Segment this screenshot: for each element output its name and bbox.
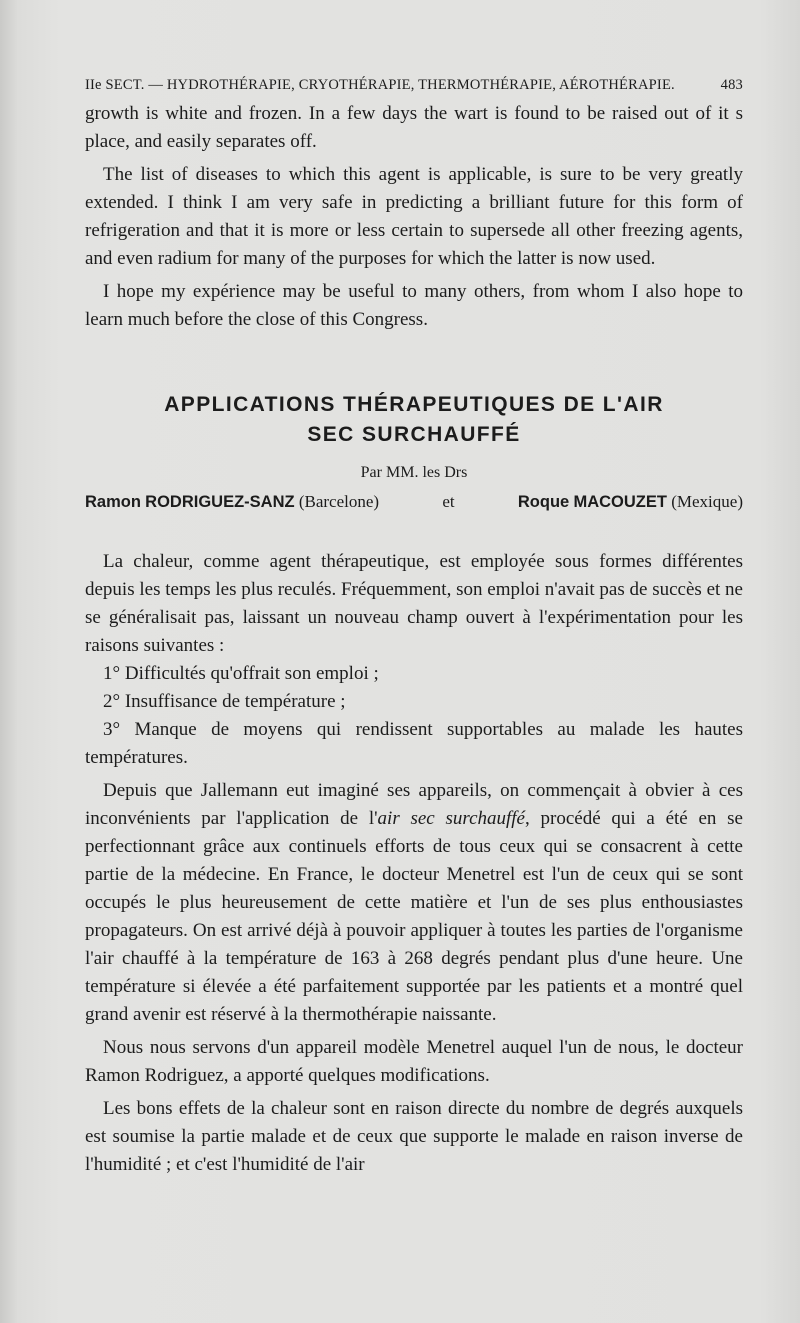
paragraph-text: Depuis que Jallemann eut imaginé ses appareils, on commençait à obvier à ces inconvénients par l'application de l' bbox=[85, 780, 743, 829]
text-column bbox=[85, 70, 743, 1179]
author-2 bbox=[518, 490, 743, 514]
list-item: 3° Manque de moyens qui rendissent supportables au malade les hautes températures. bbox=[85, 719, 743, 768]
authors-line bbox=[85, 490, 743, 514]
article-title-line1: APPLICATIONS THÉRAPEUTIQUES DE L'AIR bbox=[164, 393, 664, 416]
paragraph: The list of diseases to which this agent is applicable, is sure to be very greatly extended. I think I am very safe in predicting a brilliant future for this form of refrigeration and that it is more or less certain to supersede all other freezing agents, and even radium for many of the purposes for which the latter is now used. bbox=[85, 164, 743, 269]
page-number: 483 bbox=[720, 77, 743, 93]
list-item: 1° Difficultés qu'offrait son emploi ; bbox=[103, 663, 379, 684]
paragraph: Les bons effets de la chaleur sont en raison directe du nombre de degrés auxquels est soumise la partie malade et de ceux que supporte le malade en raison inverse de l'humidité ; et c'est l'humidité de l'air bbox=[85, 1098, 743, 1175]
italic-term: air sec surchauffé bbox=[377, 808, 525, 829]
author-1-surname: RODRIGUEZ-SANZ bbox=[145, 493, 295, 511]
reasons-list bbox=[85, 660, 743, 772]
author-2-surname: MACOUZET bbox=[573, 493, 667, 511]
list-item: 2° Insuffisance de température ; bbox=[103, 691, 346, 712]
byline: Par MM. les Drs bbox=[360, 464, 468, 481]
article-body bbox=[85, 548, 743, 1179]
author-2-place: (Mexique) bbox=[671, 492, 743, 511]
running-header bbox=[85, 70, 743, 100]
author-2-first-name: Roque bbox=[517, 493, 570, 511]
article-title-line2: SEC SURCHAUFFÉ bbox=[307, 423, 521, 446]
paragraph: growth is white and frozen. In a few days the wart is found to be raised out of it s place, and easily separates off. bbox=[85, 103, 743, 152]
paragraph: I hope my expérience may be useful to many others, from whom I also hope to learn much before the close of this Congress. bbox=[85, 281, 743, 330]
paragraph: Nous nous servons d'un appareil modèle Menetrel auquel l'un de nous, le docteur Ramon Rodriguez, a apporté quelques modifications. bbox=[85, 1037, 743, 1086]
paragraph-text: , procédé qui a été en se perfectionnant grâce aux continuels efforts de tous ceux qui se consacrent à cette partie de la médecine. En France, le docteur Menetrel est l'un de ceux qui se sont occupés le plus heureusement de cette matière et l'un de ses plus enthousiastes propagateurs. On est arrivé déjà à pouvoir appliquer à toutes les parties de l'organisme l'air chauffé à la température de 163 à 268 degrés pendant plus d'une heure. Une température si élevée a été parfaitement supportée par les patients et a montré quel grand avenir est réservé à la thermothérapie naissante. bbox=[85, 808, 743, 1025]
intro-paragraph: La chaleur, comme agent thérapeutique, est employée sous formes différentes depuis les temps les plus reculés. Fréquemment, son emploi n'avait pas de succès et ne se généralisait pas, laissant un nouveau champ ouvert à l'expérimentation pour les raisons suivantes : bbox=[85, 551, 743, 656]
author-1-place: (Barcelone) bbox=[298, 492, 380, 511]
article-title bbox=[85, 390, 743, 450]
paragraph bbox=[85, 777, 743, 1029]
author-1 bbox=[85, 490, 379, 514]
conjunction: et bbox=[442, 492, 455, 511]
previous-article-tail bbox=[85, 100, 743, 334]
author-1-first-name: Ramon bbox=[85, 493, 141, 511]
section-title: IIe SECT. — HYDROTHÉRAPIE, CRYOTHÉRAPIE, THERMOTHÉRAPIE, AÉROTHÉRAPIE. bbox=[85, 77, 675, 93]
